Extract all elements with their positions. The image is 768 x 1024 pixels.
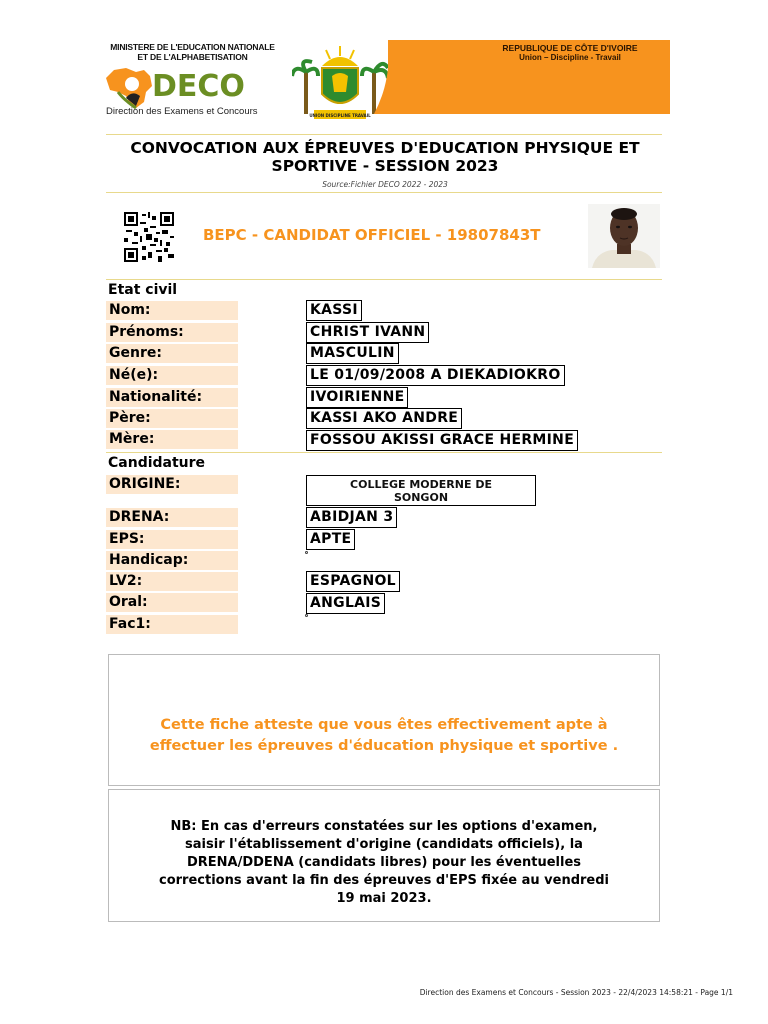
- value-nationalite: IVOIRIENNE: [306, 387, 408, 408]
- label-prenoms: Prénoms:: [106, 323, 238, 342]
- origine-line-1: COLLEGE MODERNE DE: [350, 478, 492, 491]
- section-etat-civil: Etat civil: [108, 282, 178, 298]
- attestation-line-1: Cette fiche atteste que vous êtes effectivement apte à: [160, 717, 608, 733]
- label-lv2: LV2:: [106, 572, 238, 591]
- label-nationalite: Nationalité:: [106, 388, 238, 407]
- label-oral: Oral:: [106, 593, 238, 612]
- ministry-name: [100, 42, 285, 62]
- divider: [106, 192, 662, 193]
- candidate-heading: BEPC - CANDIDAT OFFICIEL - 19807843T: [203, 226, 541, 244]
- label-eps: EPS:: [106, 530, 238, 549]
- value-drena: ABIDJAN 3: [306, 507, 397, 528]
- value-origine: [306, 475, 536, 506]
- label-genre: Genre:: [106, 344, 238, 363]
- value-eps: APTE: [306, 529, 355, 550]
- divider: [106, 452, 662, 453]
- ministry-line-2: ET DE L'ALPHABETISATION: [137, 52, 248, 62]
- qr-code-icon: [124, 212, 174, 262]
- value-mere: FOSSOU AKISSI GRACE HERMINE: [306, 430, 578, 451]
- label-mere: Mère:: [106, 430, 238, 449]
- title-line-2: SPORTIVE - SESSION 2023: [271, 157, 499, 175]
- divider: [106, 279, 662, 280]
- deco-logo-text: DECO: [152, 69, 245, 104]
- attestation-text: [108, 715, 660, 757]
- value-genre: MASCULIN: [306, 343, 399, 364]
- source-note: Source:Fichier DECO 2022 - 2023: [322, 180, 448, 189]
- empty-marker: [305, 551, 308, 554]
- section-candidature: Candidature: [108, 455, 206, 471]
- label-nom: Nom:: [106, 301, 238, 320]
- nb-line-4: corrections avant la fin des épreuves d'EPS fixée au vendredi: [159, 873, 609, 888]
- nb-line-3: DRENA/DDENA (candidats libres) pour les éventuelles: [186, 855, 582, 870]
- ministry-line-1: MINISTERE DE L'EDUCATION NATIONALE: [110, 42, 275, 52]
- label-drena: DRENA:: [106, 508, 238, 527]
- page-footer: Direction des Examens et Concours - Session 2023 - 22/4/2023 14:58:21 - Page 1/1: [419, 988, 733, 997]
- label-fac1: Fac1:: [106, 615, 238, 634]
- page-title: [100, 139, 670, 175]
- value-nom: KASSI: [306, 300, 362, 321]
- value-naissance: LE 01/09/2008 A DIEKADIOKRO: [306, 365, 565, 386]
- nb-line-5: 19 mai 2023.: [336, 891, 432, 906]
- value-oral: ANGLAIS: [306, 593, 385, 614]
- empty-marker: [305, 614, 308, 617]
- label-naissance: Né(e):: [106, 366, 238, 385]
- value-pere: KASSI AKO ANDRE: [306, 408, 462, 429]
- value-lv2: ESPAGNOL: [306, 571, 400, 592]
- label-pere: Père:: [106, 409, 238, 428]
- candidate-photo: [588, 204, 660, 268]
- republic-name: REPUBLIQUE DE CÔTE D'IVOIRE: [502, 43, 638, 53]
- origine-line-2: SONGON: [393, 491, 449, 504]
- nb-line-2: saisir l'établissement d'origine (candidats officiels), la: [185, 837, 583, 852]
- nb-line-1: NB: En cas d'erreurs constatées sur les options d'examen,: [170, 819, 598, 834]
- title-line-1: CONVOCATION AUX ÉPREUVES D'EDUCATION PHYSIQUE ET: [130, 139, 640, 157]
- value-prenoms: CHRIST IVANN: [306, 322, 429, 343]
- attestation-line-2: effectuer les épreuves d'éducation physique et sportive .: [149, 738, 619, 754]
- nb-text: [112, 818, 656, 908]
- deco-subtitle: Direction des Examens et Concours: [106, 106, 258, 117]
- coat-motto-text: UNION DISCIPLINE TRAVAIL: [309, 113, 371, 118]
- label-handicap: Handicap:: [106, 551, 238, 570]
- label-origine: ORIGINE:: [106, 475, 238, 494]
- national-motto: Union – Discipline - Travail: [519, 53, 621, 62]
- divider: [106, 134, 662, 135]
